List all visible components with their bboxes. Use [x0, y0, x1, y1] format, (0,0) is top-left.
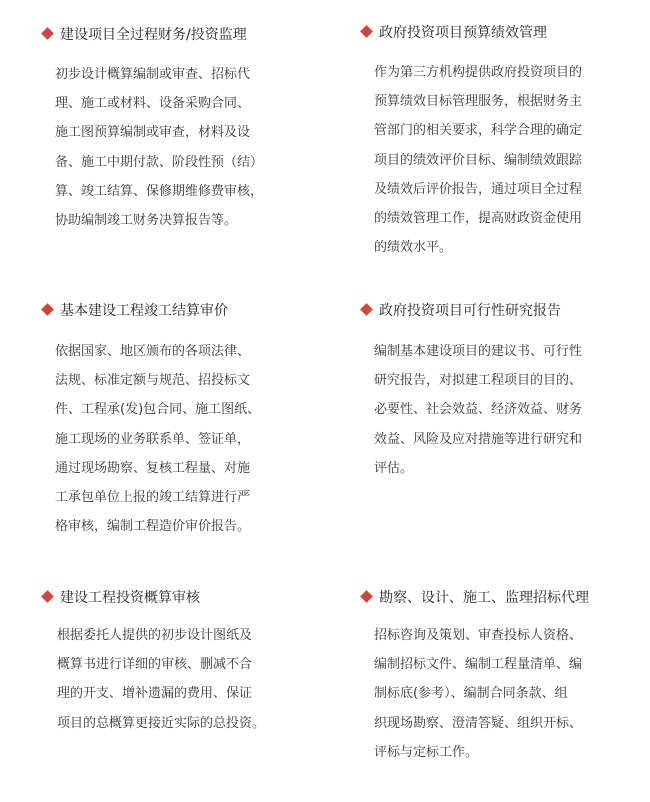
- description-line: 项目的总概算更接近实际的总投资。: [57, 715, 266, 731]
- description-line: 协助编制竣工财务决算报告等。: [55, 213, 238, 229]
- description-line: 管部门的相关要求，科学合理的确定: [374, 123, 583, 139]
- diamond-bullet-icon: [41, 303, 54, 316]
- card-title: 政府投资项目预算绩效管理: [379, 25, 547, 41]
- description-line: 依据国家、地区颁布的各项法律、: [55, 344, 251, 359]
- card-title: 基本建设工程竣工结算审价: [60, 303, 228, 319]
- description-line: 概算书进行详细的审核、删减不合: [57, 657, 253, 673]
- description-line: 备、施工中期付款、阶段性预（结）: [55, 154, 264, 170]
- description-line: 初步设计概算编制或审查、招标代: [55, 67, 251, 82]
- description-line: 法规、标准定额与规范、招投标文: [55, 373, 251, 389]
- description-line: 织现场勘察、澄清答疑、组织开标、: [374, 715, 583, 731]
- card-title: 政府投资项目可行性研究报告: [379, 303, 561, 319]
- description-line: 施工图预算编制或审查，材料及设: [55, 125, 251, 141]
- diamond-bullet-icon: [41, 27, 54, 40]
- description-line: 项目的绩效评价目标、编制绩效跟踪: [374, 152, 583, 168]
- service-card-3: [40, 299, 310, 541]
- description-line: 件、工程承(发)包合同、施工图纸、: [55, 402, 261, 418]
- description-line: 的绩效水平。: [374, 240, 453, 256]
- description-line: 预算绩效目标管理服务，根据财务主: [374, 94, 583, 110]
- service-card-5: [40, 586, 310, 738]
- diamond-bullet-icon: [41, 590, 54, 603]
- description-line: 格审核，编制工程造价审价报告。: [55, 519, 251, 535]
- card-header: [359, 299, 629, 323]
- diamond-bullet-icon: [360, 303, 373, 316]
- description-line: 效益、风险及应对措施等进行研究和: [374, 431, 583, 447]
- card-description: [55, 60, 310, 235]
- card-description: [55, 337, 310, 541]
- description-line: 评标与定标工作。: [374, 744, 479, 760]
- service-card-4: [359, 299, 629, 483]
- description-line: 理、施工或材料、设备采购合同、: [55, 96, 251, 112]
- description-line: 施工现场的业务联系单、签证单，: [55, 431, 251, 447]
- description-line: 理的开支、增补遗漏的费用、保证: [57, 686, 253, 702]
- description-line: 编制招标文件、编制工程量清单、编: [374, 657, 583, 673]
- service-card-2: [359, 21, 629, 262]
- service-card-6: [359, 586, 629, 767]
- card-title: 建设工程投资概算审核: [60, 590, 200, 606]
- card-description: [374, 58, 629, 262]
- card-header: [40, 23, 310, 47]
- description-line: 招标咨询及策划、审查投标人资格、: [374, 628, 583, 643]
- card-description: [374, 621, 629, 767]
- card-description: [57, 621, 310, 738]
- card-header: [40, 586, 310, 610]
- description-line: 制标底(参考）、编制合同条款、组: [374, 686, 568, 702]
- description-line: 编制基本建设项目的建议书、可行性: [374, 344, 583, 359]
- description-line: 必要性、社会效益、经济效益、财务: [374, 402, 583, 418]
- description-line: 作为第三方机构提供政府投资项目的: [374, 65, 583, 80]
- description-line: 工承包单位上报的竣工结算进行严: [55, 490, 251, 506]
- card-description: [374, 337, 629, 483]
- card-title: 建设项目全过程财务/投资监理: [60, 27, 247, 43]
- description-line: 的绩效管理工作，提高财政资金使用: [374, 211, 583, 227]
- description-line: 算、竣工结算、保修期维修费审核，: [55, 183, 264, 199]
- service-card-1: [40, 23, 310, 235]
- card-header: [40, 299, 310, 323]
- diamond-bullet-icon: [360, 590, 373, 603]
- description-line: 通过现场勘察、复核工程量、对施: [55, 460, 251, 476]
- card-title: 勘察、设计、施工、监理招标代理: [379, 590, 589, 606]
- card-header: [359, 586, 629, 610]
- description-line: 评估。: [374, 460, 414, 476]
- description-line: 根据委托人提供的初步设计图纸及: [57, 628, 253, 643]
- diamond-bullet-icon: [360, 25, 373, 38]
- description-line: 及绩效后评价报告，通过项目全过程: [374, 181, 583, 197]
- card-header: [359, 21, 629, 45]
- description-line: 研究报告，对拟建工程项目的目的、: [374, 373, 583, 389]
